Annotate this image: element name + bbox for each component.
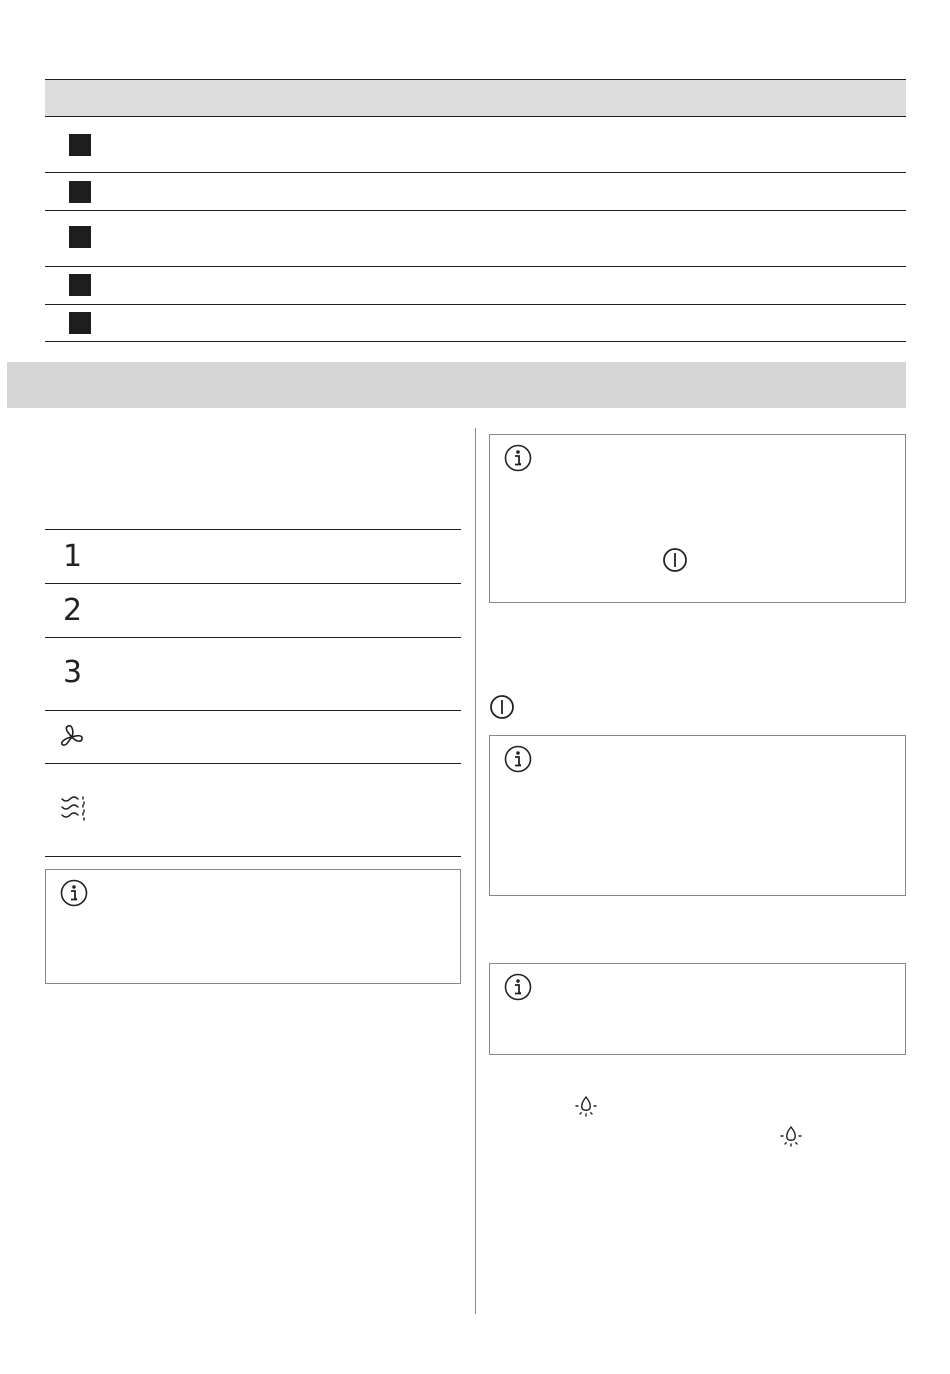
fan-speed-table [45, 529, 461, 857]
table-row [45, 530, 461, 584]
table-row [45, 267, 906, 305]
info-circle-icon [504, 745, 532, 773]
black-square-icon [69, 226, 91, 248]
black-square-icon [69, 312, 91, 334]
light-bulb-icon [779, 1123, 803, 1149]
info-note-box [489, 434, 906, 603]
table-row [45, 173, 906, 211]
info-circle-icon [504, 973, 532, 1001]
power-icon [662, 547, 688, 573]
speed-2-label: 2 [63, 593, 83, 628]
fan-icon [59, 724, 85, 750]
info-note-box [45, 869, 461, 984]
table-row [45, 764, 461, 857]
table-row [45, 211, 906, 267]
top-table-header [45, 79, 906, 117]
power-icon [489, 694, 515, 720]
speed-1-label: 1 [63, 539, 83, 574]
info-circle-icon [60, 879, 88, 907]
table-row [45, 584, 461, 638]
black-square-icon [69, 274, 91, 296]
breeze-icon [59, 794, 89, 822]
table-row [45, 638, 461, 711]
top-table [45, 79, 906, 342]
table-row [45, 711, 461, 764]
column-divider [475, 428, 476, 1314]
speed-3-label: 3 [63, 655, 83, 690]
table-row [45, 305, 906, 342]
light-bulb-icon [574, 1093, 598, 1119]
info-note-box [489, 963, 906, 1055]
black-square-icon [69, 181, 91, 203]
info-circle-icon [504, 444, 532, 472]
table-row [45, 117, 906, 173]
black-square-icon [69, 134, 91, 156]
section-heading-band [7, 362, 906, 408]
info-note-box [489, 735, 906, 896]
